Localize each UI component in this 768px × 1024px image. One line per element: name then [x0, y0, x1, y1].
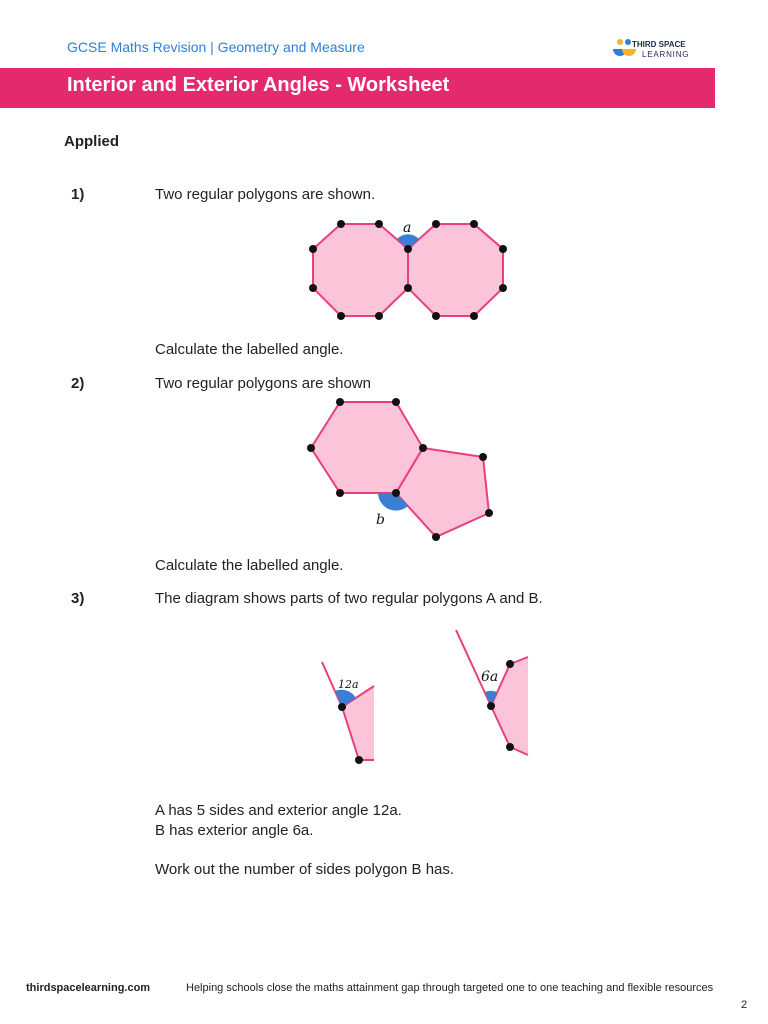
footer-tagline: Helping schools close the maths attainment gap through targeted one to one teaching and flexible resources [186, 982, 714, 994]
question-1-instruction: Calculate the labelled angle. [155, 341, 344, 358]
logo-line-2: LEARNING [642, 50, 690, 59]
page-title: Interior and Exterior Angles - Worksheet [67, 74, 450, 96]
angle-6a-label: 6a [481, 669, 499, 685]
subject-heading: GCSE Maths Revision | Geometry and Measure [67, 39, 365, 55]
octagon-right [408, 224, 503, 316]
footer-url: thirdspacelearning.com [26, 982, 151, 994]
question-3-number: 3) [71, 590, 85, 607]
question-1-number: 1) [71, 186, 85, 203]
question-3-diagram [310, 625, 535, 765]
polygon-b-extended-side [456, 630, 491, 706]
octagon-left [313, 224, 408, 316]
question-3-prompt: The diagram shows parts of two regular polygons A and B. [155, 590, 543, 607]
section-label: Applied [64, 133, 119, 150]
question-2-prompt: Two regular polygons are shown [155, 375, 371, 392]
question-1-prompt: Two regular polygons are shown. [155, 186, 376, 203]
angle-12a-label: 12a [338, 678, 359, 691]
logo-text [632, 40, 689, 60]
angle-a-label: a [403, 220, 412, 236]
question-3-line-1: A has 5 sides and exterior angle 12a. [155, 802, 402, 819]
question-2-instruction: Calculate the labelled angle. [155, 557, 344, 574]
angle-b-label: b [376, 512, 385, 528]
question-2-number: 2) [71, 375, 85, 392]
question-3-instruction: Work out the number of sides polygon B has. [155, 861, 455, 878]
question-3-line-2: B has exterior angle 6a. [155, 822, 314, 839]
logo-line-1: THIRD SPACE [632, 40, 686, 49]
question-2-diagram [300, 390, 510, 550]
page-number: 2 [741, 999, 748, 1011]
question-1-diagram [300, 212, 520, 330]
